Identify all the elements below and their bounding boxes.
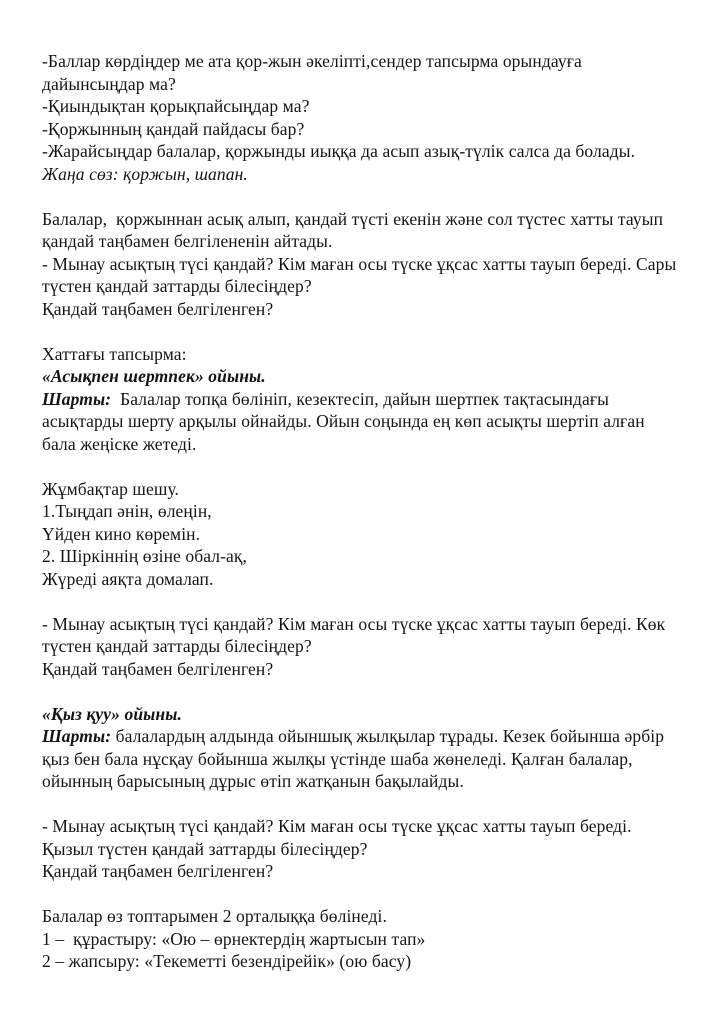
text-run: Қандай таңбамен белгіленген? [42,861,274,881]
blank-line [42,793,688,816]
text-line [42,545,688,568]
text-line [42,703,688,726]
text-run: Хаттағы тапсырма: [42,343,187,364]
text-run: ойынның барысының дұрыс өтіп жатқанын бақылайды. [42,771,464,791]
text-line [42,118,688,141]
text-run: түстен қандай заттарды білесіңдер? [42,276,312,296]
text-run: 2 – жапсыру: «Текеметті безендірейік» (ою басу) [42,951,412,971]
text-line [42,613,688,636]
text-run: Қандай таңбамен белгіленген? [42,658,274,679]
text-run: -Жарайсыңдар балалар, қоржынды иыққа да асып азық-түлік салса да болады. [42,141,636,161]
text-line [42,950,688,973]
text-run: -Баллар көрдіңдер ме ата қор-жын әкеліпті,сендер тапсырма орындауға [42,51,582,71]
text-line [42,50,688,73]
text-line [42,770,688,793]
text-run: түстен қандай заттарды білесіңдер? [42,636,312,656]
text-line [42,410,688,433]
text-line [42,433,688,456]
text-run: 2. Шіркіннің өзіне обал-ақ, [42,546,247,566]
text-run: «Асықпен шертпек» ойыны. [42,366,266,386]
text-run: Қандай таңбамен белгіленген? [42,298,274,319]
text-line [42,748,688,771]
text-run: -Қоржынның қандай пайдасы бар? [42,118,305,139]
text-run: Шарты: [42,726,112,746]
text-line [42,658,688,681]
text-line [42,725,688,748]
blank-line [42,590,688,613]
blank-line [42,680,688,703]
text-run: Балалар, қоржыннан асық алып, қандай түсті екенін және сол түстес хатты тауып [42,208,664,229]
text-run: Балалар өз топтарымен 2 орталыққа бөлінеді. [42,906,387,926]
text-run: 1 – құрастыру: «Ою – өрнектердің жартысын тап» [42,928,426,949]
text-line [42,140,688,163]
text-run: Балалар топқа бөлініп, кезектесіп, дайын шертпек тақтасындағы [111,388,610,409]
text-line [42,928,688,951]
blank-line [42,455,688,478]
text-run: бала жеңіске жетеді. [42,433,197,454]
text-run: - Мынау асықтың түсі қандай? Кім маған осы түске ұқсас хатты тауып береді. Көк [42,613,666,634]
text-run: Үйден кино көремін. [42,523,201,544]
text-line [42,815,688,838]
text-line [42,253,688,276]
text-line [42,275,688,298]
text-line [42,568,688,591]
text-line [42,838,688,861]
text-run: қыз бен бала нұсқау бойынша жылқы үстінде шаба жөнеледі. Қалған балалар, [42,748,633,769]
text-line [42,905,688,928]
blank-line [42,320,688,343]
text-run: Жүреді аяқта домалап. [42,568,214,589]
text-line [42,343,688,366]
text-line [42,523,688,546]
text-run: асықтарды шерту арқылы ойнайды. Ойын соңында ең көп асықты шертіп алған [42,411,645,431]
text-run: -Қиындықтан қорықпайсыңдар ма? [42,96,310,116]
text-line [42,388,688,411]
text-line [42,365,688,388]
document-body [42,50,688,973]
text-line [42,73,688,96]
text-run: Қызыл түстен қандай заттарды білесіңдер? [42,838,368,859]
text-run: «Қыз қуу» ойыны. [42,703,182,724]
text-run: балалардың алдында ойыншық жылқылар тұрады. Кезек бойынша әрбір [111,726,665,746]
text-line [42,163,688,186]
text-line [42,298,688,321]
text-run: Шарты: [42,388,112,409]
text-run: 1.Тыңдап әнін, өлеңін, [42,501,212,521]
text-line [42,230,688,253]
text-line [42,635,688,658]
text-line [42,860,688,883]
text-run: дайынсыңдар ма? [42,73,176,94]
text-line [42,478,688,501]
text-run: - Мынау асықтың түсі қандай? Кім маған осы түске ұқсас хатты тауып береді. Сары [42,253,677,274]
text-line [42,208,688,231]
text-line [42,500,688,523]
text-run: Жұмбақтар шешу. [42,478,180,499]
blank-line [42,185,688,208]
text-line [42,95,688,118]
text-run: - Мынау асықтың түсі қандай? Кім маған осы түске ұқсас хатты тауып береді. [42,816,632,836]
blank-line [42,883,688,906]
text-run: Жаңа сөз: қоржын, шапан. [42,163,248,184]
text-run: қандай таңбамен белгілененін айтады. [42,231,333,251]
